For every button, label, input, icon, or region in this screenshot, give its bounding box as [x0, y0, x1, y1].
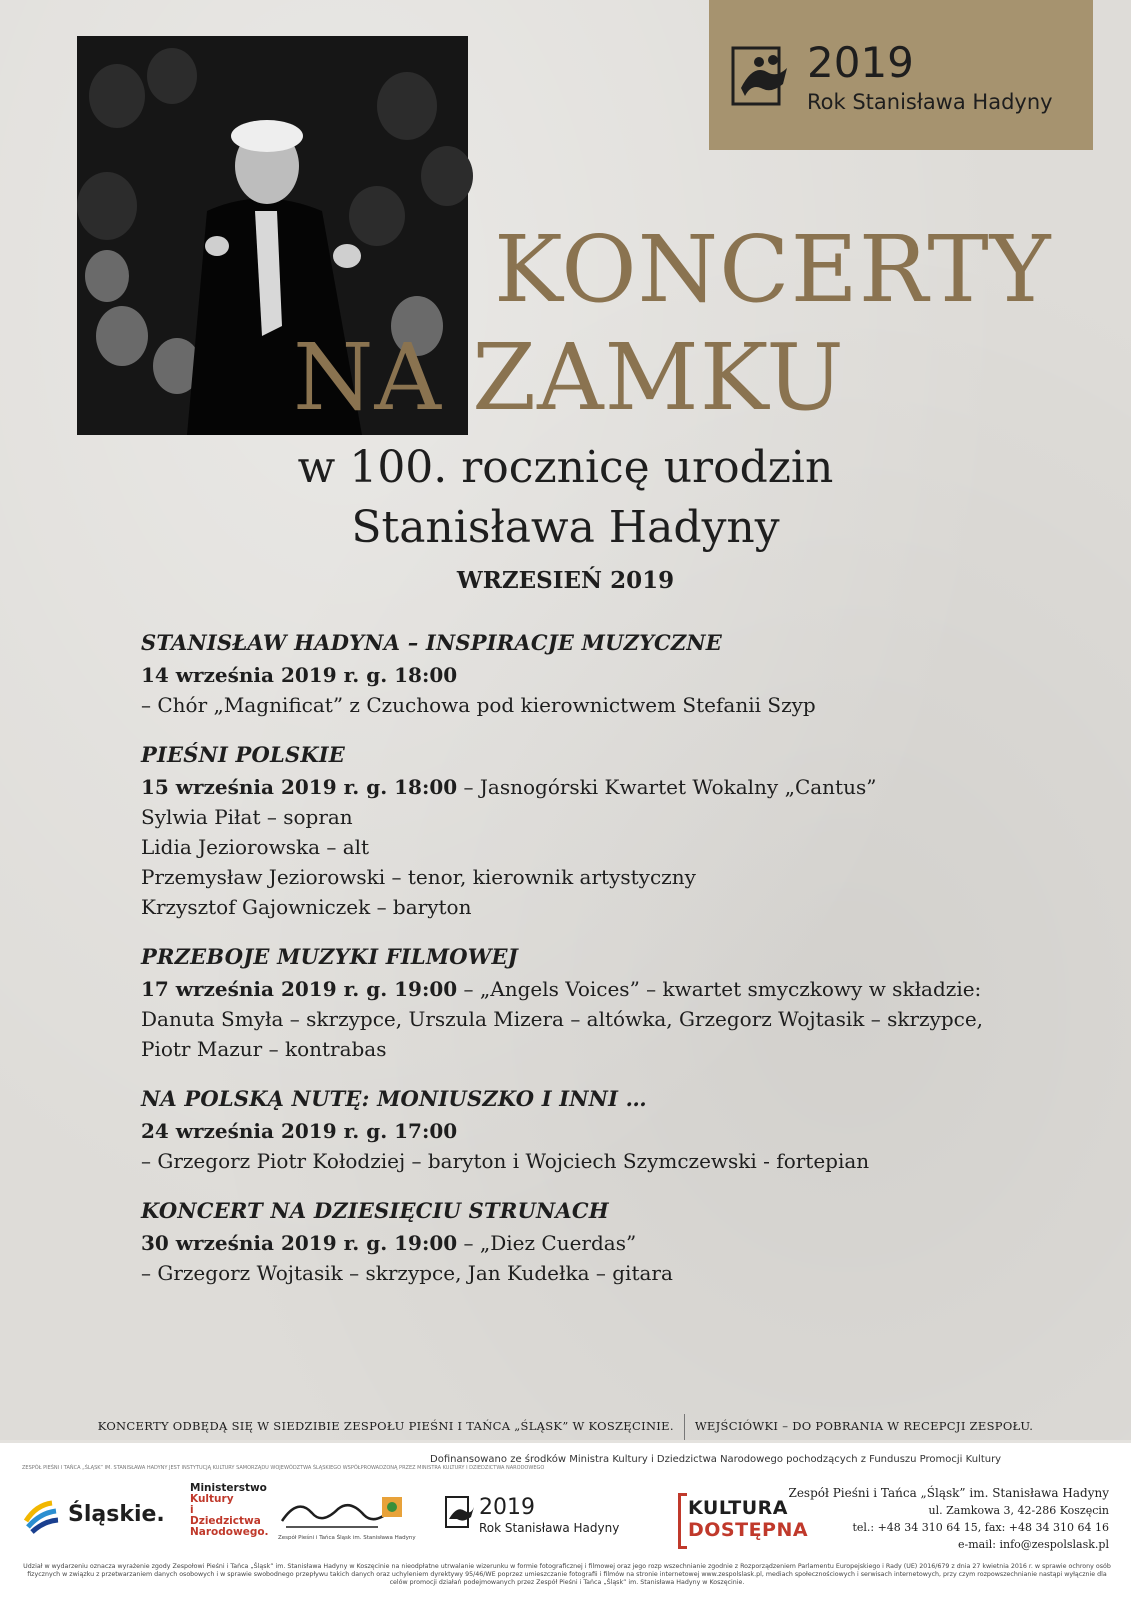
contact-block: [788, 1485, 1109, 1553]
subtitle-line-1: w 100. rocznicę urodzin: [297, 442, 834, 493]
dancers-logo-icon: [731, 44, 791, 112]
event-item: [141, 628, 1061, 720]
event-detail: Piotr Mazur – kontrabas: [141, 1037, 387, 1061]
event-date-line: [141, 974, 1061, 1004]
event-detail: – Grzegorz Piotr Kołodziej – baryton i Wojciech Szymczewski - fortepian: [141, 1149, 870, 1173]
event-date: 17 września 2019 r. g. 19:00: [141, 977, 458, 1001]
institution-note: ZESPÓŁ PIEŚNI I TAŃCA „ŚLĄSK” IM. STANISŁAWA HADYNY JEST INSTYTUCJĄ KULTURY SAMORZĄDU WOJEWÓDZTWA ŚLĄSKIEGO WSPÓŁPROWADZONĄ PRZEZ MINISTRA KULTURY I DZIEDZICTWA NARODOWEGO: [22, 1465, 545, 1471]
title-line-2: NA ZAMKU: [293, 324, 845, 431]
event-date-line: [141, 1228, 1061, 1258]
ministry-line: Kultury: [190, 1493, 234, 1505]
ministry-line: Ministerstwo: [190, 1482, 267, 1494]
divider: [684, 1414, 685, 1440]
slaskie-mark-icon: [22, 1495, 62, 1535]
event-date-suffix: – Jasnogórski Kwartet Wokalny „Cantus”: [457, 775, 877, 799]
slask-signature-icon: [278, 1491, 408, 1535]
event-title: PIEŚNI POLSKIE: [141, 742, 346, 767]
event-title: KONCERT NA DZIESIĘCIU STRUNACH: [141, 1198, 609, 1223]
contact-phone: tel.: +48 34 310 64 15, fax: +48 34 310 64 16: [852, 1521, 1109, 1534]
venue-note: [0, 1414, 1131, 1440]
rok-subtitle: Rok Stanisława Hadyny: [479, 1521, 620, 1535]
event-item: [141, 1196, 1061, 1288]
consent-note: Udział w wydarzeniu oznacza wyrażenie zgody Zespołowi Pieśni i Tańca „Śląsk” im. Stanisława Hadyny w Koszęcinie na nieodpłatne utrwalanie wizerunku w formie fotograficznej i filmowej oraz jego rozp wszechnianie zgodnie z Rozporządzeniem Parlamentu Europejskiego i Rady (UE) 2016/679 z dnia 27 kwietnia 2016 r. w sprawie ochrony osób fizycznych w związku z przetwarzaniem danych osobowych i w sprawie swobodnego przepływu takich danych oraz uchyleniem dyrektywy 95/46/WE poprzez umieszczanie fotografii i filmów na stronie internetowej www.zespolslask.pl, mediach społecznościowych i serwisach internetowych, przy czym rozpowszechnianie nastąpi wyłącznie dla celów promocji działań podejmowanych przez Zespół Pieśni i Tańca „Śląsk” im. Stanisława Hadyny w Koszęcinie.: [23, 1563, 1111, 1586]
event-date: 14 września 2019 r. g. 18:00: [141, 663, 458, 687]
event-date-line: [141, 660, 1061, 690]
contact-address: ul. Zamkowa 3, 42-286 Koszęcin: [928, 1504, 1109, 1517]
event-date-line: [141, 1116, 1061, 1146]
ministry-line: Narodowego.: [190, 1526, 269, 1538]
event-detail: Przemysław Jeziorowski – tenor, kierownik artystyczny: [141, 865, 696, 889]
badge-subtitle: Rok Stanisława Hadyny: [807, 90, 1053, 114]
badge-year: 2019: [807, 38, 914, 87]
event-date-suffix: – „Diez Cuerdas”: [457, 1231, 637, 1255]
event-detail: – Chór „Magnificat” z Czuchowa pod kierownictwem Stefanii Szyp: [141, 693, 816, 717]
rok-hadyny-logo: [445, 1495, 625, 1541]
event-detail: Lidia Jeziorowska – alt: [141, 835, 370, 859]
event-detail: Krzysztof Gajowniczek – baryton: [141, 895, 472, 919]
contact-email[interactable]: e-mail: info@zespolslask.pl: [958, 1538, 1109, 1551]
slask-logo: [278, 1491, 416, 1547]
slaskie-logo: [22, 1495, 165, 1535]
ministry-line: i Dziedzictwa: [190, 1504, 261, 1527]
event-item: [141, 740, 1061, 922]
venue-note-left: KONCERTY ODBĘDĄ SIĘ W SIEDZIBIE ZESPOŁU PIEŚNI I TAŃCA „ŚLĄSK” W KOSZĘCINIE.: [97, 1419, 674, 1433]
slask-caption: Zespół Pieśni i Tańca Śląsk im. Stanisława Hadyny: [278, 1535, 416, 1541]
event-title: NA POLSKĄ NUTĘ: MONIUSZKO I INNI …: [141, 1086, 647, 1111]
event-date: 30 września 2019 r. g. 19:00: [141, 1231, 458, 1255]
kultura-bracket: [678, 1493, 687, 1549]
events-list: [141, 628, 1061, 1308]
event-date: 15 września 2019 r. g. 18:00: [141, 775, 458, 799]
event-detail: Sylwia Piłat – sopran: [141, 805, 353, 829]
event-detail: Danuta Smyła – skrzypce, Urszula Mizera – altówka, Grzegorz Wojtasik – skrzypce,: [141, 1007, 984, 1031]
contact-name: Zespół Pieśni i Tańca „Śląsk” im. Stanisława Hadyny: [788, 1486, 1109, 1500]
dancers-logo-icon: [445, 1495, 475, 1531]
event-detail: – Grzegorz Wojtasik – skrzypce, Jan Kudełka – gitara: [141, 1261, 673, 1285]
venue-note-right: WEJŚCIÓWKI – DO POBRANIA W RECEPCJI ZESPOŁU.: [694, 1419, 1034, 1433]
event-date: 24 września 2019 r. g. 17:00: [141, 1119, 458, 1143]
event-item: [141, 1084, 1061, 1176]
title-line-1: KONCERTY: [494, 216, 1052, 323]
event-title: STANISŁAW HADYNA – INSPIRACJE MUZYCZNE: [141, 630, 722, 655]
slaskie-text: Śląskie.: [68, 1502, 165, 1527]
kultura-line-2: DOSTĘPNA: [688, 1519, 809, 1541]
event-item: [141, 942, 1061, 1064]
rok-year: 2019: [479, 1495, 535, 1520]
kultura-dostepna-logo: [678, 1491, 809, 1547]
event-title: PRZEBOJE MUZYKI FILMOWEJ: [141, 944, 518, 969]
funding-note: Dofinansowano ze środków Ministra Kultury i Dziedzictwa Narodowego pochodzących z Funduszu Promocji Kultury: [430, 1454, 1002, 1465]
month-label: WRZESIEŃ 2019: [456, 567, 675, 594]
event-date-line: [141, 772, 1061, 802]
ministry-logo: [190, 1482, 269, 1538]
subtitle-line-2: Stanisława Hadyny: [351, 502, 780, 553]
kultura-line-1: KULTURA: [688, 1497, 789, 1519]
event-date-suffix: – „Angels Voices” – kwartet smyczkowy w składzie:: [457, 977, 982, 1001]
year-badge: [709, 0, 1093, 150]
sponsor-bar: [0, 1443, 1131, 1600]
